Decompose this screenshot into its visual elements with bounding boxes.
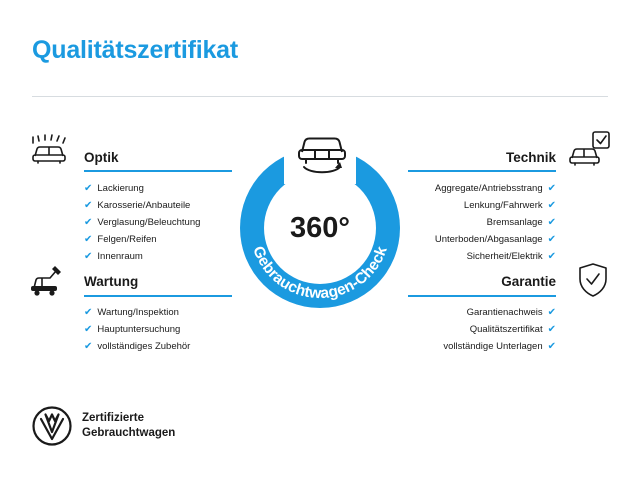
service-wrench-car-icon xyxy=(28,262,72,301)
list-item-label: Karosserie/Anbauteile xyxy=(97,200,191,211)
list-item xyxy=(84,214,200,231)
list-item-label: Felgen/Reifen xyxy=(97,234,157,245)
section-heading-technik: Technik xyxy=(505,150,556,165)
check-icon: ✔ xyxy=(84,340,93,352)
list-item-label: Bremsanlage xyxy=(486,217,543,228)
check-icon: ✔ xyxy=(84,323,93,335)
section-rule-optik xyxy=(84,170,232,172)
footer-brand xyxy=(32,406,175,446)
badge-arc-text: Gebrauchtwagen-Check xyxy=(249,243,391,302)
list-item-label: Wartung/Inspektion xyxy=(97,307,179,318)
list-item xyxy=(435,180,556,197)
list-item-label: Sicherheit/Elektrik xyxy=(466,251,543,262)
check-icon: ✔ xyxy=(547,250,556,262)
check-icon: ✔ xyxy=(547,340,556,352)
section-rule-technik xyxy=(408,170,556,172)
list-item-label: Aggregate/Antriebsstrang xyxy=(434,183,543,194)
check-icon: ✔ xyxy=(84,250,93,262)
shield-check-icon xyxy=(576,262,610,303)
list-item-label: Qualitätszertifikat xyxy=(469,324,543,335)
list-item xyxy=(435,197,556,214)
check-icon: ✔ xyxy=(547,306,556,318)
check-icon: ✔ xyxy=(84,233,93,245)
list-item-label: Garantienachweis xyxy=(466,307,543,318)
list-item xyxy=(443,338,556,355)
vw-logo xyxy=(32,406,72,446)
section-rule-wartung xyxy=(84,295,232,297)
list-item-label: Lackierung xyxy=(97,183,144,194)
list-item xyxy=(84,248,200,265)
gebrauchtwagen-check-badge xyxy=(228,118,412,302)
list-item xyxy=(435,214,556,231)
list-item xyxy=(435,248,556,265)
check-icon: ✔ xyxy=(547,199,556,211)
list-item-label: Innenraum xyxy=(97,251,143,262)
section-heading-wartung: Wartung xyxy=(84,274,139,289)
check-icon: ✔ xyxy=(547,323,556,335)
list-item xyxy=(84,180,200,197)
checklist-technik xyxy=(435,180,556,265)
checklist-garantie xyxy=(443,304,556,355)
list-item xyxy=(443,304,556,321)
footer-line-2: Gebrauchtwagen xyxy=(82,427,176,439)
list-item-label: Lenkung/Fahrwerk xyxy=(463,200,543,211)
car-front-rotate-icon xyxy=(290,130,354,178)
list-item xyxy=(84,304,190,321)
section-rule-garantie xyxy=(408,295,556,297)
check-icon: ✔ xyxy=(547,182,556,194)
list-item xyxy=(84,197,200,214)
checklist-wartung xyxy=(84,304,190,355)
badge-degrees: 360° xyxy=(290,212,350,244)
title-divider xyxy=(32,96,608,97)
svg-text:Gebrauchtwagen-Check xyxy=(249,244,391,302)
check-icon: ✔ xyxy=(547,216,556,228)
check-icon: ✔ xyxy=(84,182,93,194)
list-item-label: vollständige Unterlagen xyxy=(443,341,543,352)
list-item-label: vollständiges Zubehör xyxy=(97,341,191,352)
check-icon: ✔ xyxy=(84,216,93,228)
list-item xyxy=(84,338,190,355)
list-item-label: Hauptuntersuchung xyxy=(97,324,181,335)
list-item xyxy=(443,321,556,338)
list-item-label: Verglasung/Beleuchtung xyxy=(97,217,201,228)
section-heading-garantie: Garantie xyxy=(501,274,556,289)
list-item xyxy=(84,231,200,248)
section-heading-optik: Optik xyxy=(84,150,119,165)
list-item xyxy=(435,231,556,248)
list-item xyxy=(84,321,190,338)
car-checklist-icon xyxy=(568,130,612,171)
check-icon: ✔ xyxy=(547,233,556,245)
check-icon: ✔ xyxy=(84,199,93,211)
footer-line-1: Zertifizierte xyxy=(82,412,144,424)
page-title: Qualitätszertifikat xyxy=(32,36,238,64)
check-icon: ✔ xyxy=(84,306,93,318)
list-item-label: Unterboden/Abgasanlage xyxy=(434,234,543,245)
checklist-optik xyxy=(84,180,200,265)
car-wash-icon xyxy=(28,132,72,171)
